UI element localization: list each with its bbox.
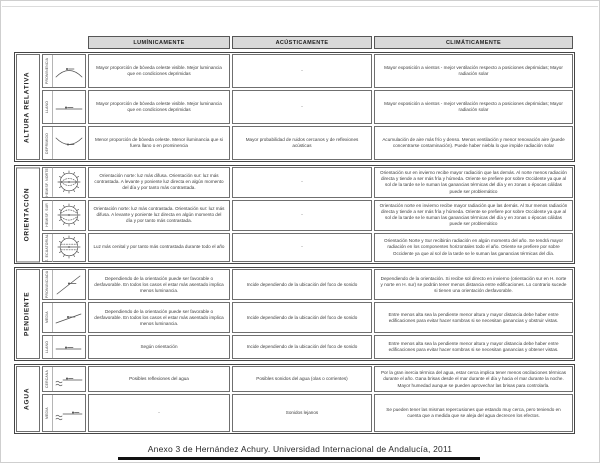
cell-luminicamente: Posibles reflexiones del agua bbox=[88, 366, 230, 392]
flat-slope-icon bbox=[53, 336, 85, 358]
cell-climaticamente: Mayor exposición a vientos - mejor ventilación respecto a posiciones deprimidas; Mayor radiación solar bbox=[374, 54, 573, 88]
cell-acusticamente: - bbox=[232, 54, 372, 88]
subrow-label: PROMINENCIA bbox=[43, 55, 53, 87]
group-label-orientacion: ORIENTACIÓN bbox=[16, 167, 40, 262]
cell-acusticamente: Mayor probabilidad de ruidos cercanos y de reflexiones acústicas bbox=[232, 126, 372, 160]
subrow-label: MEDIA bbox=[43, 395, 53, 431]
medium-slope-icon bbox=[53, 303, 85, 332]
cell-luminicamente: Según orientación bbox=[88, 335, 230, 359]
column-header-climaticamente: CLIMÁTICAMENTE bbox=[374, 36, 573, 49]
column-header-acusticamente: ACÚSTICAMENTE bbox=[232, 36, 372, 49]
subrow-label: HEMISF. NORTE bbox=[43, 168, 53, 197]
section-pendiente bbox=[14, 267, 575, 361]
cell-climaticamente: Orientación Norte y Sur recibirán radiación en algún momento del año. Se tendrá mayor radiación en los componentes horizontales todo el año. Oriente se prefiere por sobre Occidente ya que al sol de la tarde se le suman las ganancias térmicas del día. bbox=[374, 233, 573, 263]
subrow-label: PRONUNCIADA bbox=[43, 270, 53, 299]
table-header-row bbox=[14, 36, 575, 49]
cell-climaticamente: Entre menos alta sea la pendiente menor altura y mayor distancia debe haber entre edificaciones para evitar hacer sombras si se necesitan ganancias y obstruir vistas. bbox=[374, 302, 573, 333]
subrow-zona-ecuatorial bbox=[42, 233, 86, 263]
group-label-pendiente: PENDIENTE bbox=[16, 269, 40, 359]
subrow-label: DEPRIMIDO bbox=[43, 127, 53, 159]
subrow-label: Z. ECUATORIAL bbox=[43, 234, 53, 262]
group-label-agua: AGUA bbox=[16, 366, 40, 432]
subrow-pronunciada bbox=[42, 269, 86, 300]
sunpath-south-icon bbox=[53, 201, 85, 230]
steep-slope-icon bbox=[53, 270, 85, 299]
subrow-hemisferio-sur bbox=[42, 200, 86, 231]
cell-luminicamente: Mayor proporción de bóveda celeste visible. Mejor luminancia que en condiciones deprimidas bbox=[88, 90, 230, 124]
cell-climaticamente: Acumulación de aire más frío y denso. Menos ventilación y menor renovación aire (puede concentrarse contaminación). Puede haber niebla lo que impide radiación solar bbox=[374, 126, 573, 160]
cell-acusticamente: Incide dependiendo de la ubicación del foco de sonido bbox=[232, 302, 372, 333]
water-near-icon bbox=[53, 367, 85, 391]
cell-climaticamente: Mayor exposición a vientos - mejor ventilación respecto a posiciones deprimidas; Mayor radiación solar bbox=[374, 90, 573, 124]
flat-terrain-icon bbox=[53, 91, 85, 123]
cell-climaticamente: Orientación sur en invierno recibe mayor radiación que las demás. Al norte menos radiación directa y tiende a ser más fría y húmeda. Oriente se prefiere por sobre Occidente ya que al sol de la tarde se le suman las ganancias térmicas del día y en zonas o épocas cálidas puede ser problemático bbox=[374, 167, 573, 198]
cell-climaticamente: Se pueden tener las mismas repercusiones que estando muy cerca, pero teniendo en cuenta que a medida que se aleja del agua decrecen los efectos. bbox=[374, 394, 573, 432]
prominence-terrain-icon bbox=[53, 55, 85, 87]
cell-luminicamente: Luz más cenital y por tanto más contrastada durante todo el año bbox=[88, 233, 230, 263]
subrow-media-agua bbox=[42, 394, 86, 432]
cell-acusticamente: Posibles sonidos del agua (olas o corrientes) bbox=[232, 366, 372, 392]
cell-climaticamente: Por la gran inercia térmica del agua, estar cerca implica tener menos oscilaciones térmicas durante el año. Gana brisas desde el mar durante el día y hacia el mar durante la noche. Mayor humedad aunque se pueden aprovechar las brisas para controlarla. bbox=[374, 366, 573, 392]
cell-acusticamente: Incide dependiendo de la ubicación del foco de sonido bbox=[232, 269, 372, 300]
sunpath-equatorial-icon bbox=[53, 234, 85, 262]
subrow-label: HEMISF. SUR bbox=[43, 201, 53, 230]
group-label-altura-relativa: ALTURA RELATIVA bbox=[16, 54, 40, 160]
subrow-llano-pendiente bbox=[42, 335, 86, 359]
caption-underline bbox=[118, 457, 480, 460]
subrow-deprimido bbox=[42, 126, 86, 160]
cell-acusticamente: - bbox=[232, 200, 372, 231]
subrow-prominencia bbox=[42, 54, 86, 88]
cell-luminicamente: Menor proporción de bóveda celeste. Menor iluminancia que si fuera llano o en prominencia bbox=[88, 126, 230, 160]
cell-acusticamente: Incide dependiendo de la ubicación del foco de sonido bbox=[232, 335, 372, 359]
cell-climaticamente: Entre menos alta sea la pendiente menor altura y mayor distancia debe haber entre edificaciones para evitar hacer sombras si se necesitan ganancias y obtener vistas. bbox=[374, 335, 573, 359]
cell-acusticamente: Sonidos lejanos bbox=[232, 394, 372, 432]
cell-climaticamente: Dependiendo de la orientación. Si recibe sol directo en invierno (orientación sur en H. norte y norte en H. sur) se podrán tener menos distancia entre edificaciones. Lo contrario sucede si tienen una orientación desfavorable. bbox=[374, 269, 573, 300]
subrow-llano bbox=[42, 90, 86, 124]
sunpath-north-icon bbox=[53, 168, 85, 197]
subrow-label: LLANO bbox=[43, 336, 53, 358]
cell-luminicamente: Dependiendo de la orientación puede ser favorable o desfavorable. En todos los casos el estar más asentado implica menos luminancia. bbox=[88, 302, 230, 333]
figure-caption: Anexo 3 de Hernández Achury. Universidad Internacional de Andalucía, 2011 bbox=[147, 444, 453, 454]
cell-luminicamente: Dependiendo de la orientación puede ser favorable o desfavorable. En todos los casos el estar más asentado implica menos luminancia. bbox=[88, 269, 230, 300]
cell-climaticamente: Orientación norte en invierno recibe mayor radiación que las demás. Al Sur menos radiación directa y tiende a ser más fría y húmeda. Oriente se prefiere por sobre Occidente ya que al sol de la tarde se le suman las ganancias térmicas del día y en zonas o épocas cálidas puede ser problemático bbox=[374, 200, 573, 231]
section-altura-relativa bbox=[14, 52, 575, 162]
column-header-luminicamente: LUMÍNICAMENTE bbox=[88, 36, 230, 49]
depressed-terrain-icon bbox=[53, 127, 85, 159]
cell-acusticamente: - bbox=[232, 233, 372, 263]
subrow-label: CERCANA bbox=[43, 367, 53, 391]
cell-luminicamente: Orientación norte: luz más difusa. Orientación sur: luz más contrastada. A levante y poniente luz directa en algún momento del día y por tanto más contrastada. bbox=[88, 167, 230, 198]
cell-acusticamente: - bbox=[232, 90, 372, 124]
subrow-label: MEDIA bbox=[43, 303, 53, 332]
section-orientacion bbox=[14, 165, 575, 264]
section-agua bbox=[14, 364, 575, 434]
cell-luminicamente: - bbox=[88, 394, 230, 432]
subrow-cercana bbox=[42, 366, 86, 392]
subrow-media bbox=[42, 302, 86, 333]
subrow-hemisferio-norte bbox=[42, 167, 86, 198]
analysis-table bbox=[14, 36, 575, 434]
cell-luminicamente: Mayor proporción de bóveda celeste visible. Mejor luminancia que en condiciones deprimidas bbox=[88, 54, 230, 88]
header-spacer bbox=[16, 36, 86, 49]
subrow-label: LLANO bbox=[43, 91, 53, 123]
scan-edge-line bbox=[2, 6, 598, 7]
cell-luminicamente: Orientación norte: luz más contrastada. Orientación sur: luz más difusa. A levante y poniente luz directa en algún momento del día y por tanto más contrastada. bbox=[88, 200, 230, 231]
cell-acusticamente: - bbox=[232, 167, 372, 198]
water-medium-icon bbox=[53, 395, 85, 431]
